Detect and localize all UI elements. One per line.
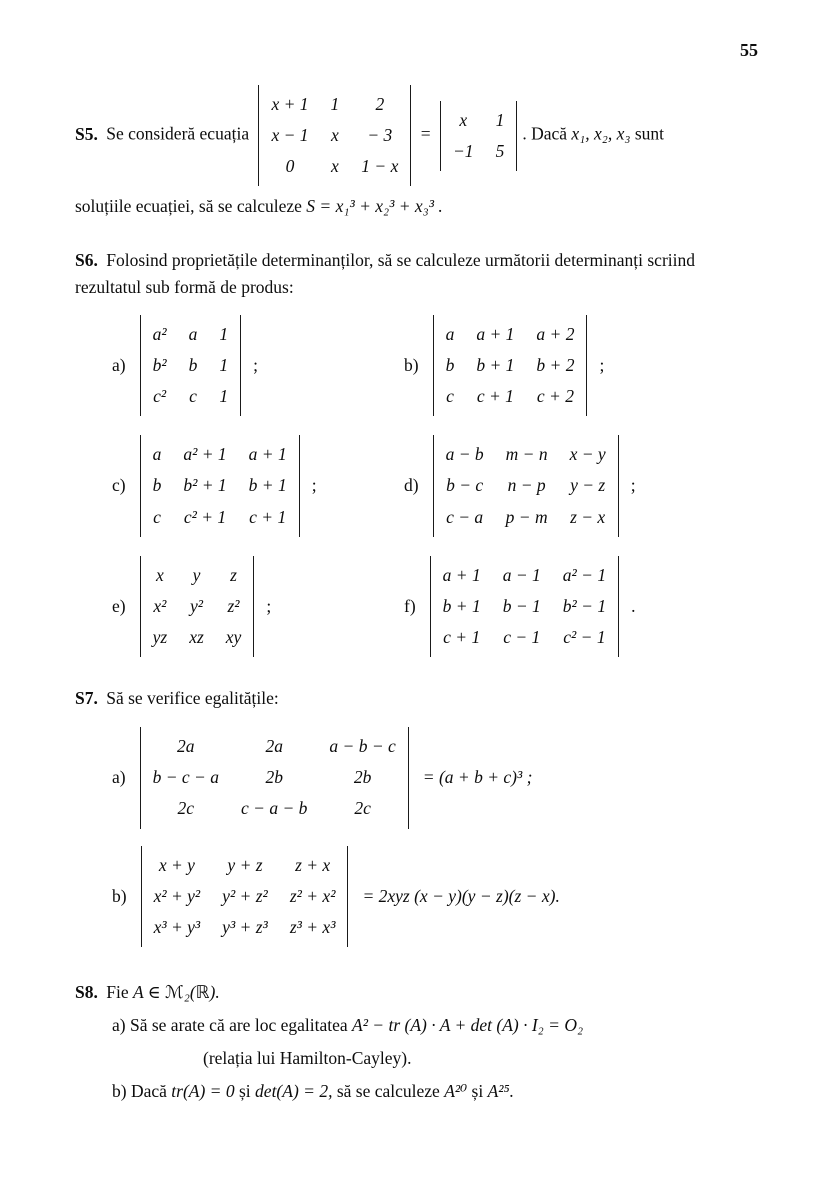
matrix-cell: b: [152, 475, 162, 496]
matrix-cell: x: [331, 125, 339, 146]
s8-item-b-m1: tr(A) = 0: [171, 1081, 235, 1102]
matrix-cell: x + y: [158, 854, 195, 875]
matrix-cell: x²: [153, 595, 167, 616]
s6-item-c-tail: ;: [311, 475, 317, 496]
matrix-cell: b + 2: [536, 354, 575, 375]
matrix-cell: y³ + z³: [222, 916, 268, 937]
s7-item-b-result: = 2xyz (x − y)(y − z)(z − x).: [362, 885, 560, 906]
matrix-cell: 0: [285, 156, 295, 177]
s6-item-d-tail: ;: [630, 475, 636, 496]
s6-items-grid: [112, 313, 758, 659]
s8-item-b-label: b): [112, 1081, 127, 1102]
matrix-cell: b − c: [446, 475, 484, 496]
problem-s7: [75, 685, 758, 949]
s6-item-f-label: f): [404, 595, 416, 616]
matrix-cell: y: [192, 564, 201, 585]
matrix-cell: b² − 1: [562, 595, 607, 616]
s8-item-b-t2: și: [238, 1081, 251, 1102]
matrix-cell: b: [445, 354, 455, 375]
matrix-cell: 1: [219, 386, 229, 407]
matrix-cell: −1: [453, 140, 474, 161]
matrix-cell: p − m: [505, 506, 548, 527]
matrix-cell: − 3: [367, 125, 393, 146]
matrix-cell: b − c − a: [152, 767, 219, 788]
s5-intro: Se consideră ecuația: [106, 123, 250, 144]
s8-item-a: [112, 1011, 758, 1039]
s6-item-d: [404, 433, 636, 538]
s8-hamilton-cayley-equation: A² − tr (A) · A + det (A) · I₂ = O₂: [352, 1015, 584, 1036]
matrix-cell: 2: [375, 94, 385, 114]
s6-item-b-tail: ;: [599, 355, 605, 375]
s6-item-a-label: a): [112, 355, 126, 375]
s6-determinant-d: [433, 435, 619, 536]
matrix-cell: a² + 1: [183, 444, 227, 465]
matrix-cell: b²: [152, 354, 167, 375]
matrix-cell: c: [446, 386, 454, 407]
s5-label: S5.: [75, 123, 98, 144]
matrix-cell: y − z: [570, 475, 606, 496]
matrix-cell: c + 1: [476, 386, 514, 407]
matrix-cell: a² − 1: [562, 564, 607, 585]
matrix-cell: xz: [189, 626, 204, 647]
matrix-cell: a − b − c: [329, 736, 396, 757]
s7-determinant-a: [140, 727, 409, 828]
matrix-cell: c − a − b: [241, 798, 308, 819]
matrix-cell: a − 1: [502, 564, 541, 585]
s6-determinant-b: [433, 315, 588, 416]
matrix-cell: z²: [227, 595, 240, 616]
s6-statement: [75, 247, 758, 301]
matrix-cell: 5: [495, 140, 505, 161]
matrix-cell: b + 1: [442, 595, 481, 616]
page-number: 55: [740, 40, 758, 60]
s6-determinant-f: [430, 556, 619, 657]
matrix-cell: a: [188, 323, 198, 344]
matrix-cell: z: [230, 564, 237, 585]
matrix-cell: b: [188, 354, 198, 375]
s6-item-e-tail: ;: [266, 595, 272, 616]
s8-note-text: (relația lui Hamilton-Cayley).: [203, 1048, 412, 1069]
matrix-cell: z³ + x³: [289, 916, 336, 937]
matrix-cell: 2c: [354, 798, 371, 819]
matrix-cell: yz: [152, 626, 168, 647]
s7-statement: [75, 685, 758, 712]
s6-intro: Folosind proprietățile determinanților, să se calculeze următorii determinanți scriind rezultatul sub formă de produs:: [75, 249, 695, 297]
matrix-cell: c + 1: [443, 626, 481, 647]
matrix-cell: z − x: [570, 506, 606, 527]
matrix-cell: a − b: [445, 444, 484, 465]
matrix-cell: a + 1: [442, 564, 481, 585]
matrix-cell: b² + 1: [183, 475, 227, 496]
matrix-cell: 1: [330, 94, 340, 114]
matrix-cell: 1: [219, 354, 229, 375]
matrix-cell: y² + z²: [222, 885, 268, 906]
s5-statement-line1: [75, 83, 758, 188]
matrix-cell: 2b: [265, 767, 283, 788]
matrix-cell: m − n: [505, 444, 548, 465]
matrix-cell: z² + x²: [289, 885, 336, 906]
matrix-cell: y²: [189, 595, 203, 616]
matrix-cell: c²: [153, 386, 167, 407]
matrix-cell: c − 1: [503, 626, 541, 647]
s6-item-c-label: c): [112, 475, 126, 496]
s5-after-text: . Dacă: [522, 123, 568, 144]
s7-determinant-b: [141, 846, 349, 947]
matrix-cell: xy: [225, 626, 242, 647]
s6-item-c: [112, 433, 404, 538]
matrix-cell: c − a: [446, 506, 484, 527]
s8-item-b-m3: A²⁰: [444, 1081, 468, 1102]
matrix-cell: c: [153, 506, 161, 527]
matrix-cell: b + 1: [476, 354, 515, 375]
matrix-cell: x: [459, 109, 468, 130]
matrix-cell: x² + y²: [153, 885, 201, 906]
matrix-cell: a²: [152, 323, 167, 344]
matrix-cell: c: [189, 386, 197, 407]
s5-line2-text: soluțiile ecuației, să se calculeze: [75, 196, 302, 217]
s7-item-b: [112, 844, 758, 949]
s5-determinant-2x2: [440, 101, 517, 171]
s8-item-b: [112, 1077, 758, 1105]
s6-item-e: [112, 554, 404, 659]
matrix-cell: c² − 1: [563, 626, 606, 647]
s5-roots: x₁, x₂, x₃: [571, 123, 631, 144]
matrix-cell: x³ + y³: [153, 916, 201, 937]
matrix-cell: a: [152, 444, 162, 465]
s6-item-d-label: d): [404, 475, 419, 496]
s8-intro-math: A ∈ ℳ₂(ℝ).: [132, 982, 220, 1003]
matrix-cell: c + 1: [249, 506, 287, 527]
matrix-cell: 2c: [177, 798, 195, 819]
s7-item-a: [112, 725, 758, 830]
s5-statement-line2: [75, 193, 758, 220]
equals-sign: =: [420, 123, 431, 144]
s6-item-b-label: b): [404, 355, 419, 375]
matrix-cell: x: [331, 156, 339, 177]
s6-label: S6.: [75, 249, 98, 270]
matrix-cell: a + 2: [536, 323, 575, 344]
matrix-cell: a + 1: [476, 323, 515, 344]
matrix-cell: x − y: [569, 444, 606, 465]
matrix-cell: c + 2: [536, 386, 574, 407]
s5-sum-expression: S = x₁³ + x₂³ + x₃³ .: [306, 196, 443, 217]
s8-item-a-label: a): [112, 1015, 126, 1036]
matrix-cell: x + 1: [271, 94, 309, 114]
matrix-cell: 2b: [353, 767, 372, 788]
s6-item-a-tail: ;: [253, 355, 258, 375]
matrix-cell: n − p: [507, 475, 546, 496]
matrix-cell: x − 1: [271, 125, 309, 146]
s7-label: S7.: [75, 688, 98, 709]
s8-item-b-t4: și: [471, 1081, 484, 1102]
problem-s6: [75, 247, 758, 660]
matrix-cell: c² + 1: [183, 506, 227, 527]
matrix-cell: 2a: [265, 736, 283, 757]
matrix-cell: x: [156, 564, 164, 585]
s7-item-b-label: b): [112, 885, 127, 906]
problem-s5: [75, 83, 758, 221]
s8-item-b-t3: să se calculeze: [336, 1081, 440, 1102]
matrix-cell: 1: [219, 323, 229, 344]
s6-determinant-c: [140, 435, 300, 536]
matrix-cell: b + 1: [248, 475, 287, 496]
problem-s8: [75, 979, 758, 1105]
matrix-cell: y + z: [227, 854, 263, 875]
s8-label: S8.: [75, 982, 98, 1003]
s8-item-b-t1: Dacă: [130, 1081, 167, 1102]
s8-item-a-note: [203, 1044, 758, 1072]
s6-item-a: [112, 313, 404, 418]
s7-intro: Să se verifice egalitățile:: [106, 688, 279, 709]
matrix-cell: z + x: [295, 854, 331, 875]
s8-item-b-m2: det(A) = 2,: [255, 1081, 333, 1102]
s6-item-f-tail: .: [631, 595, 636, 616]
matrix-cell: a: [445, 323, 455, 344]
matrix-cell: 1 − x: [361, 156, 399, 177]
s7-item-a-result: = (a + b + c)³ ;: [422, 767, 533, 788]
s6-item-f: [404, 554, 636, 659]
s5-after-roots: sunt: [634, 123, 665, 144]
s8-item-b-m4: A²⁵.: [487, 1081, 514, 1102]
s6-determinant-a: [140, 315, 242, 416]
s8-intro: Fie: [106, 982, 129, 1003]
matrix-cell: b − 1: [502, 595, 541, 616]
s5-determinant-3x3: [258, 85, 411, 186]
s8-statement: [75, 979, 758, 1006]
s6-item-b: [404, 313, 636, 418]
s6-determinant-e: [140, 556, 255, 657]
s8-item-a-text: Să se arate că are loc egalitatea: [129, 1015, 348, 1036]
matrix-cell: 2a: [177, 736, 195, 757]
s6-item-e-label: e): [112, 595, 126, 616]
matrix-cell: a + 1: [248, 444, 287, 465]
matrix-cell: 1: [495, 109, 505, 130]
s7-item-a-label: a): [112, 767, 126, 788]
